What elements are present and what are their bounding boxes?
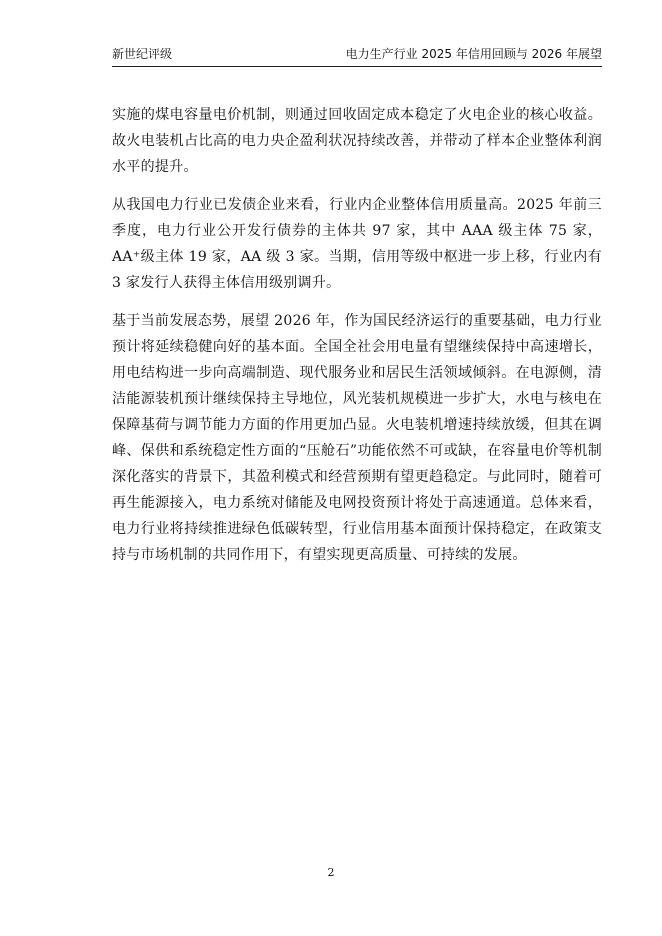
paragraph: 实施的煤电容量电价机制，则通过回收固定成本稳定了火电企业的核心收益。故火电装机占比高的电力央企盈利状况持续改善，并带动了样本企业整体利润水平的提升。	[112, 107, 602, 175]
page-number: 2	[327, 866, 335, 879]
paragraph: 基于当前发展态势，展望 2026 年，作为国民经济运行的重要基础，电力行业预计将延续稳健向好的基本面。全国全社会用电量有望继续保持中高速增长，用电结构进一步向高端制造、现代服务业和居民生活领域倾斜。在电源侧，清洁能源装机预计继续保持主导地位，风光装机规模进一步扩大，水电与核电在保障基荷与调节能力方面的作用更加凸显。火电装机增速持续放缓，但其在调峰、保供和系统稳定性方面的“压舱石”功能依然不可或缺，在容量电价等机制深化落实的背景下，其盈利模式和经营预期有望更趋稳定。与此同时，随着可再生能源接入，电力系统对储能及电网投资预计将处于高速通道。总体来看，电力行业将持续推进绿色低碳转型，行业信用基本面预计保持稳定，在政策支持与市场机制的共同作用下，有望实现更高质量、可持续的发展。	[112, 313, 602, 563]
header-publisher: 新世纪评级	[112, 47, 173, 61]
document-body	[112, 102, 602, 580]
header-report-title: 电力生产行业 2025 年信用回顾与 2026 年展望	[345, 47, 602, 61]
page-header	[112, 46, 602, 67]
paragraph: 从我国电力行业已发债企业来看，行业内企业整体信用质量高。2025 年前三季度，电力行业公开发行债券的主体共 97 家，其中 AAA 级主体 75 家，AA⁺级主体 19 家，AA 级 3 家。当期，信用等级中枢进一步上移，行业内有 3 家发行人获得主体信用级别调升。	[112, 197, 602, 291]
